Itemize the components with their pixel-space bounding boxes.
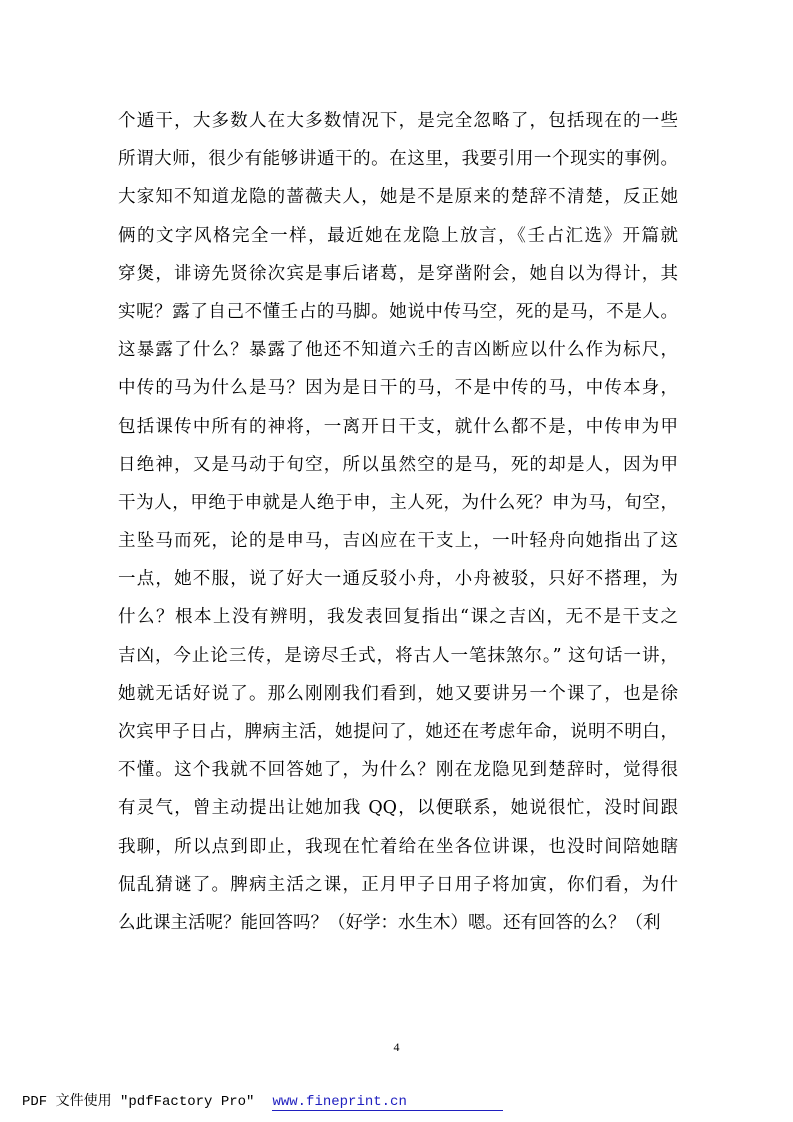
footer-label: PDF 文件使用 "pdfFactory Pro": [22, 1094, 255, 1110]
text-line-4: 俩的文字风格完全一样，最近她在龙隐上放言，《壬占汇选》开篇就: [118, 225, 678, 246]
text-line-13: 一点，她不服，说了好大一通反驳小舟，小舟被驳，只好不搭理，为: [118, 569, 678, 590]
text-line-5: 穿煲，诽谤先贤徐次宾是事后诸葛，是穿凿附会，她自以为得计，其: [118, 263, 678, 284]
text-line-6: 实呢？露了自己不懂壬占的马脚。她说中传马空，死的是马，不是人。: [118, 301, 678, 322]
text-line-20: 我聊，所以点到即止，我现在忙着给在坐各位讲课，也没时间陪她瞎: [118, 836, 678, 857]
text-line-3: 大家知不知道龙隐的蔷薇夫人，她是不是原来的楚辞不清楚，反正她: [118, 187, 678, 208]
text-line-2: 所谓大师，很少有能够讲遁干的。在这里，我要引用一个现实的事例。: [118, 149, 678, 170]
text-line-15: 吉凶，今止论三传，是谤尽壬式，将古人一笔抹煞尔。” 这句话一讲，: [118, 645, 678, 666]
text-line-14: 什么？根本上没有辨明，我发表回复指出“课之吉凶，无不是干支之: [118, 607, 678, 628]
text-line-19: 有灵气，曾主动提出让她加我 QQ，以便联系，她说很忙，没时间跟: [118, 798, 678, 819]
footer-link[interactable]: www.fineprint.cn: [272, 1095, 502, 1111]
text-line-16: 她就无话好说了。那么刚刚我们看到，她又要讲另一个课了，也是徐: [118, 683, 678, 704]
text-line-10: 日绝神，又是马动于旬空，所以虽然空的是马，死的却是人，因为甲: [118, 454, 678, 475]
text-line-21: 侃乱猜谜了。脾病主活之课，正月甲子日用子将加寅，你们看，为什: [118, 874, 678, 895]
text-line-7: 这暴露了什么？暴露了他还不知道六壬的吉凶断应以什么作为标尺，: [118, 340, 678, 361]
pdf-footer: [22, 1090, 503, 1111]
text-line-18: 不懂。这个我就不回答她了，为什么？刚在龙隐见到楚辞时，觉得很: [118, 760, 678, 781]
text-line-8: 中传的马为什么是马？因为是日干的马，不是中传的马，中传本身，: [118, 378, 678, 399]
text-line-17: 次宾甲子日占，脾病主活，她提问了，她还在考虑年命，说明不明白，: [118, 722, 678, 742]
body-text: [118, 102, 678, 942]
text-line-11: 干为人，甲绝于申就是人绝于申，主人死，为什么死？申为马，旬空，: [118, 492, 678, 513]
text-line-12: 主坠马而死，论的是申马，吉凶应在干支上，一叶轻舟向她指出了这: [118, 531, 678, 552]
text-line-9: 包括课传中所有的神将，一离开日干支，就什么都不是，中传申为甲: [118, 416, 678, 437]
text-line-1: 个遁干，大多数人在大多数情况下，是完全忽略了，包括现在的一些: [118, 111, 678, 131]
page-number: 4: [393, 1040, 400, 1054]
text-line-22: 么此课主活呢？能回答吗？（好学：水生木）嗯。还有回答的么？（利: [118, 912, 661, 933]
